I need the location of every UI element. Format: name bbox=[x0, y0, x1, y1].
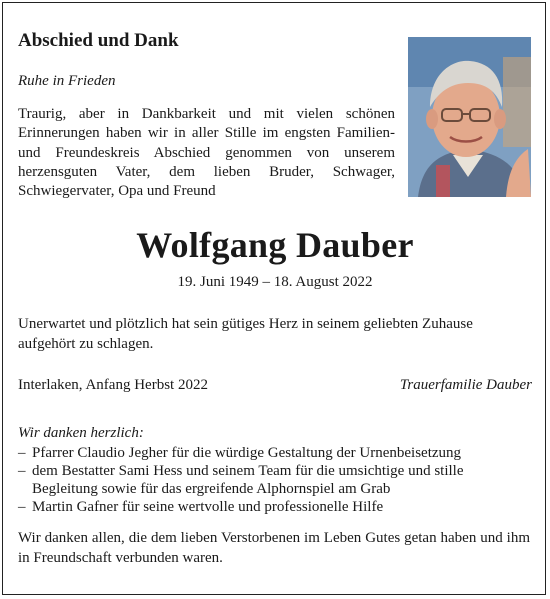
thanks-item bbox=[18, 444, 533, 462]
closing-text: Wir danken allen, die dem lieben Verstorbenen im Leben Gutes getan haben und ihm in Freundschaft verbunden waren. bbox=[18, 530, 530, 566]
intro-text: Traurig, aber in Dankbarkeit und mit vielen schönen Erinnerungen haben wir in aller Stille im engsten Familien- und Freundeskreis Abschied genommen von unserem herzensguten Vater, dem lieben Bruder, Schwager, Schwiegervater, Opa und Freund bbox=[18, 106, 395, 200]
deceased-name: Wolfgang Dauber bbox=[136, 225, 414, 265]
thanks-item-text: Pfarrer Claudio Jegher für die würdige Gestaltung der Urnenbeisetzung bbox=[32, 445, 462, 461]
portrait-illustration bbox=[408, 37, 531, 197]
thanks-item-text: Martin Gafner für seine wertvolle und professionelle Hilfe bbox=[32, 499, 384, 515]
thanks-item bbox=[18, 498, 533, 516]
thanks-item-text: dem Bestatter Sami Hess und seinem Team für die umsichtige und stille Begleitung sowie für das ergreifende Alphornspiel am Grab bbox=[32, 463, 464, 497]
thanks-title: Wir danken herzlich: bbox=[18, 425, 144, 441]
list-dash: – bbox=[18, 445, 26, 461]
list-dash: – bbox=[18, 463, 26, 479]
notice-heading: Abschied und Dank bbox=[18, 30, 179, 51]
thanks-list bbox=[18, 444, 533, 516]
list-dash: – bbox=[18, 499, 26, 515]
passing-text: Unerwartet und plötzlich hat sein gütiges Herz in seinem geliebten Zuhause aufgehört zu schlagen. bbox=[18, 316, 473, 352]
life-dates: 19. Juni 1949 – 18. August 2022 bbox=[177, 274, 373, 290]
thanks-item bbox=[18, 462, 533, 498]
family-signature: Trauerfamilie Dauber bbox=[399, 377, 532, 393]
motto: Ruhe in Frieden bbox=[18, 73, 116, 89]
portrait-photo bbox=[408, 37, 531, 197]
place-date: Interlaken, Anfang Herbst 2022 bbox=[18, 377, 208, 393]
